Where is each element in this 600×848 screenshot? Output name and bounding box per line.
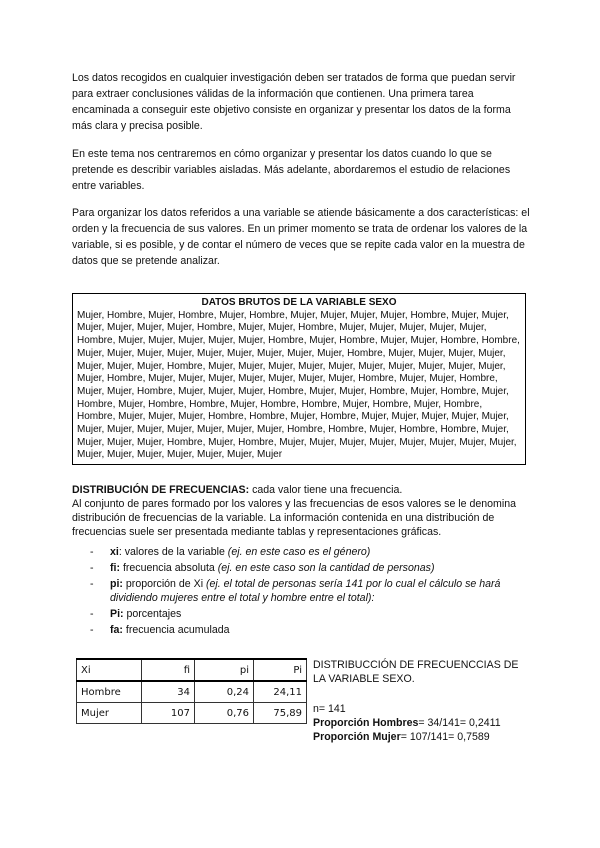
- table-row: [77, 703, 307, 724]
- table-cell: Mujer: [77, 703, 142, 724]
- definition-note: (ej. en este caso son la cantidad de personas): [217, 562, 435, 574]
- table-header-row: [77, 659, 307, 681]
- definition-item: [90, 561, 532, 575]
- definition-term: fa:: [110, 624, 123, 636]
- definition-note: (ej. el total de personas sería 141 por lo cual el cálculo se hará dividiendo mujeres entre el total y hombre entre el total):: [110, 578, 501, 604]
- intro-paragraph-1: Los datos recogidos en cualquier investigación deben ser tratados de forma que puedan servir para extraer conclusiones válidas de la información que contienen. Una primera tarea encaminada a conseguir este objetivo consiste en organizar y presentar los datos de la forma más clara y precisa posible.: [72, 72, 516, 132]
- table-cell: 0,24: [195, 681, 254, 703]
- definition-text: : valores de la variable: [118, 546, 228, 558]
- proportion-men-value: = 34/141= 0,2411: [418, 717, 501, 729]
- definition-term: fi:: [110, 562, 120, 574]
- proportion-women-value: = 107/141= 0,7589: [400, 731, 490, 743]
- definition-text: frecuencia absoluta: [120, 562, 218, 574]
- table-cell: Hombre: [77, 681, 142, 703]
- distribution-heading: DISTRIBUCIÓN DE FRECUENCIAS:: [72, 484, 250, 496]
- definition-text: proporción de Xi: [122, 578, 206, 590]
- intro-paragraph-2: En este tema nos centraremos en cómo organizar y presentar los datos cuando lo que se pretende es describir variables aisladas. Más adelante, abordaremos el estudio de relaciones entre variables.: [72, 148, 511, 192]
- proportion-women-label: Proporción Mujer: [313, 731, 401, 743]
- distribution-text: Al conjunto de pares formado por los valores y las frecuencias de esos valores se le denomina distribución de frecuencias de la variable. La información contenida en una distribución de frecuencias suele ser presentada mediante tablas y representaciones gráficas.: [72, 498, 517, 538]
- table-cell: 24,11: [254, 681, 307, 703]
- proportion-women: [313, 730, 533, 744]
- proportion-men-label: Proporción Hombres: [313, 717, 419, 729]
- table-header-cell: Xi: [77, 659, 142, 681]
- raw-data-box: [72, 293, 526, 465]
- table-cell: 107: [142, 703, 195, 724]
- table-header-cell: fi: [142, 659, 195, 681]
- table-cell: 0,76: [195, 703, 254, 724]
- definition-text: frecuencia acumulada: [122, 624, 230, 636]
- definitions-list: [72, 545, 532, 637]
- table-header-cell: pi: [195, 659, 254, 681]
- intro-paragraph-3: Para organizar los datos referidos a una variable se atiende básicamente a dos características: el orden y la frecuencia de sus valores. En un primer momento se trata de ordenar los valores de la variable, si es posible, y de contar el número de veces que se repite cada valor en la muestra de datos que se pretende analizar.: [72, 207, 530, 267]
- distribution-heading-line: [72, 483, 532, 497]
- distribution-summary: [313, 658, 533, 744]
- definition-item: [90, 623, 532, 637]
- sample-size: n= 141: [313, 703, 346, 715]
- raw-data-values: Mujer, Hombre, Mujer, Hombre, Mujer, Hombre, Mujer, Mujer, Mujer, Mujer, Hombre, Mujer, Mujer, Mujer, Mujer, Mujer, Mujer, Hombre, Mujer, Mujer, Hombre, Mujer, Mujer, Mujer, Mujer, Mujer, Hombre, Mujer, Mujer, Mujer, Mujer, Mujer, Hombre, Mujer, Hombre, Mujer, Mujer, Hombre, Hombre, Mujer, Mujer, Mujer, Mujer, Mujer, Mujer, Mujer, Mujer, Mujer, Hombre, Mujer, Mujer, Mujer, Mujer, Mujer, Mujer, Mujer, Hombre, Mujer, Mujer, Mujer, Mujer, Mujer, Mujer, Mujer, Mujer, Mujer, Mujer, Mujer, Hombre, Mujer, Mujer, Mujer, Mujer, Mujer, Mujer, Mujer, Hombre, Mujer, Mujer, Hombre, Mujer, Mujer, Hombre, Mujer, Mujer, Mujer, Hombre, Mujer, Mujer, Hombre, Mujer, Hombre, Mujer, Hombre, Mujer, Hombre, Hombre, Mujer, Hombre, Hombre, Mujer, Hombre, Mujer, Hombre, Hombre, Mujer, Mujer, Mujer, Hombre, Hombre, Mujer, Hombre, Mujer, Mujer, Mujer, Mujer, Mujer, Mujer, Mujer, Mujer, Mujer, Mujer, Mujer, Mujer, Hombre, Hombre, Mujer, Hombre, Hombre, Mujer, Mujer, Mujer, Mujer, Hombre, Mujer, Hombre, Mujer, Mujer, Mujer, Mujer, Mujer, Mujer, Mujer, Mujer, Mujer, Mujer, Mujer, Mujer, Mujer, Mujer, Mujer: [77, 309, 520, 461]
- table-cell: 75,89: [254, 703, 307, 724]
- table-cell: 34: [142, 681, 195, 703]
- definition-item: [90, 545, 532, 559]
- table-header-cell: Pi: [254, 659, 307, 681]
- definition-term: pi:: [110, 578, 123, 590]
- table-row: [77, 681, 307, 703]
- distribution-heading-rest: cada valor tiene una frecuencia.: [249, 484, 403, 496]
- definition-item: [90, 607, 532, 621]
- definition-term: xi: [110, 546, 119, 558]
- summary-title: DISTRIBUCCIÓN DE FRECUENCCIAS DE LA VARIABLE SEXO.: [313, 659, 519, 685]
- definition-note: (ej. en este caso es el género): [227, 546, 371, 558]
- definition-text: porcentajes: [123, 608, 182, 620]
- definition-term: Pi:: [110, 608, 124, 620]
- definition-item: [90, 577, 532, 605]
- frequency-table: [76, 658, 307, 724]
- raw-data-title: DATOS BRUTOS DE LA VARIABLE SEXO: [201, 297, 397, 308]
- distribution-section: [72, 483, 532, 639]
- proportion-men: [313, 716, 533, 730]
